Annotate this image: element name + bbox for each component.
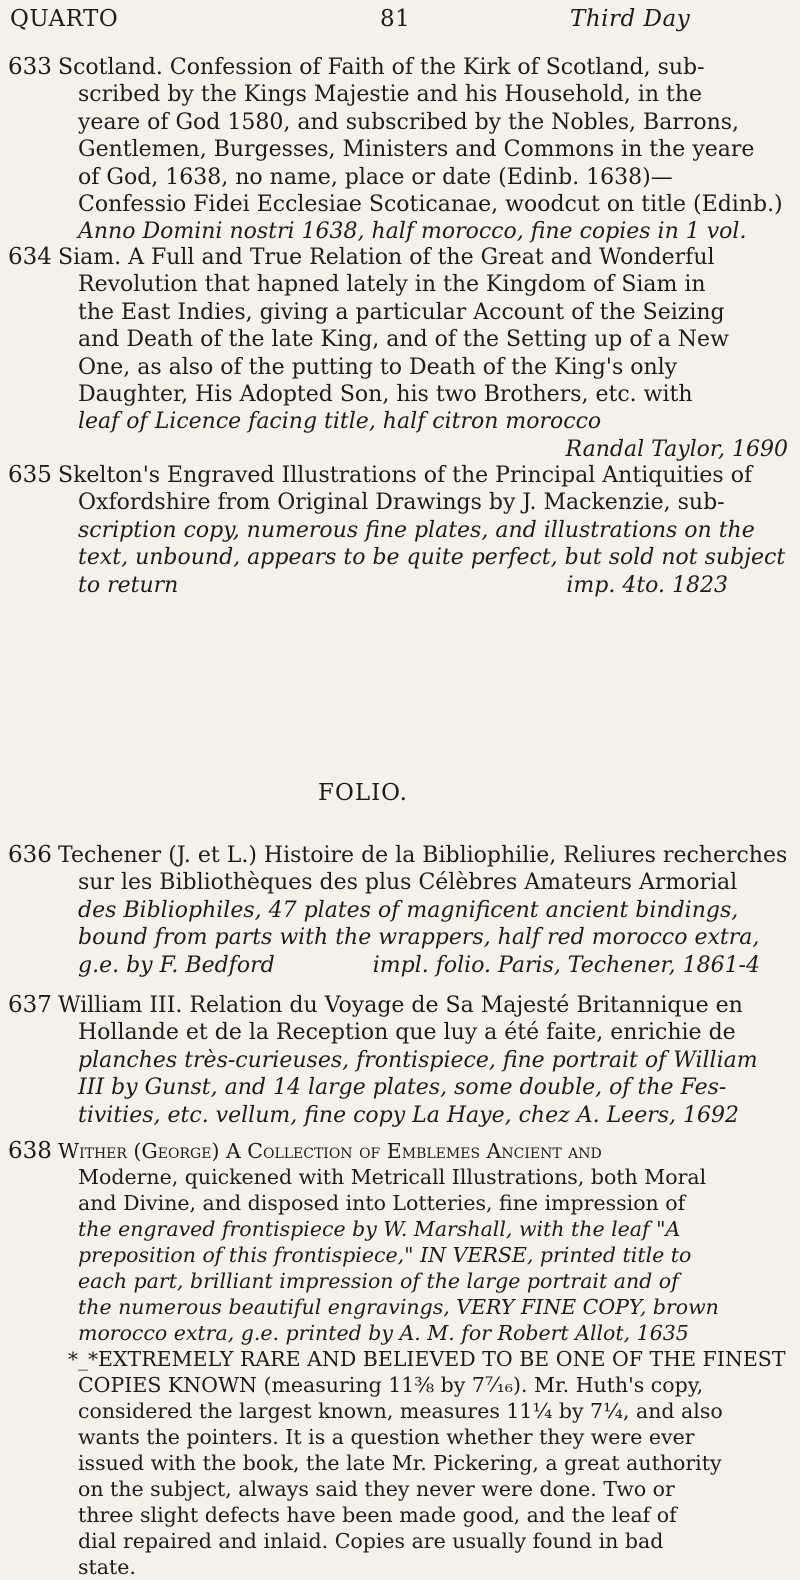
- text-line: Confessio Fidei Ecclesiae Scoticanae, woodcut on title (Edinb.): [78, 192, 783, 218]
- note-line: on the subject, always said they never were done. Two or: [78, 1477, 675, 1501]
- lot-number: 638: [8, 1138, 52, 1164]
- text-line: Gentlemen, Burgesses, Ministers and Commons in the yeare: [78, 137, 755, 163]
- header-format: QUARTO: [10, 6, 119, 32]
- text-line: each part, brilliant impression of the large portrait and of: [78, 1269, 679, 1293]
- text-line: Anno Domini nostri 1638, half morocco, fine copies in 1 vol.: [78, 219, 747, 245]
- text-line: Skelton's Engraved Illustrations of the Principal Antiquities of: [58, 463, 753, 488]
- text-line: the numerous beautiful engravings, VERY FINE COPY, brown: [78, 1295, 719, 1319]
- text-line: tivities, etc. vellum, fine copy La Haye, chez A. Leers, 1692: [78, 1102, 739, 1128]
- note-line: dial repaired and inlaid. Copies are usually found in bad: [78, 1529, 664, 1553]
- text-line: morocco extra, g.e. printed by A. M. for Robert Allot, 1635: [78, 1321, 689, 1345]
- text-line: of God, 1638, no name, place or date (Edinb. 1638)—: [78, 164, 673, 190]
- note-line: issued with the book, the late Mr. Pickering, a great authority: [78, 1451, 722, 1475]
- text-line: leaf of Licence facing title, half citron morocco: [78, 409, 602, 435]
- text-line: bound from parts with the wrappers, half red morocco extra,: [78, 925, 760, 951]
- lot-description: [58, 842, 788, 979]
- lot-description: [58, 992, 788, 1129]
- lot-note: [68, 1346, 788, 1580]
- text-line: scription copy, numerous fine plates, and illustrations on the: [78, 517, 755, 543]
- lot-number: 637: [8, 992, 52, 1018]
- text-line: Randal Taylor, 1690: [565, 436, 788, 462]
- text-line: and Divine, and disposed into Lotteries, fine impression of: [78, 1191, 686, 1215]
- text-line-start: g.e. by F. Bedford: [78, 952, 275, 978]
- asterism: *_*: [68, 1347, 98, 1371]
- text-line: and Death of the late King, and of the Setting up of a New: [78, 327, 729, 353]
- text-line: scribed by the Kings Majestie and his Household, in the: [78, 82, 703, 108]
- text-line: Hollande et de la Reception que luy a été faite, enrichie de: [78, 1020, 736, 1046]
- text-line: [78, 952, 788, 979]
- text-line: des Bibliophiles, 47 plates of magnificent ancient bindings,: [78, 897, 739, 923]
- note-line: COPIES KNOWN (measuring 11⅜ by 7⁷⁄₁₆). Mr. Huth's copy,: [78, 1373, 704, 1397]
- note-line: wants the pointers. It is a question whether they were ever: [78, 1425, 695, 1449]
- note-line: considered the largest known, measures 11¼ by 7¼, and also: [78, 1399, 723, 1423]
- text-line: Techener (J. et L.) Histoire de la Bibliophilie, Reliures recherches: [58, 843, 788, 868]
- text-line: Revolution that hapned lately in the Kingdom of Siam in: [78, 272, 706, 298]
- note-line: EXTREMELY RARE AND BELIEVED TO BE ONE OF THE FINEST: [98, 1347, 786, 1371]
- text-line: [78, 572, 788, 599]
- text-line: William III. Relation du Voyage de Sa Majesté Britannique en: [58, 993, 743, 1018]
- text-line: Wither (George) A Collection of Emblemes Ancient and: [58, 1139, 602, 1163]
- text-line: Moderne, quickened with Metricall Illustrations, both Moral: [78, 1165, 707, 1189]
- text-line: text, unbound, appears to be quite perfect, but sold not subject: [78, 545, 786, 571]
- text-line-start: to return: [78, 572, 179, 598]
- lot-number: 635: [8, 462, 52, 488]
- lot-description: [58, 462, 788, 599]
- page-header: [0, 6, 800, 46]
- text-line: yeare of God 1580, and subscribed by the Nobles, Barrons,: [78, 109, 740, 135]
- lot-number: 633: [8, 54, 52, 80]
- text-line: the East Indies, giving a particular Account of the Seizing: [78, 299, 725, 325]
- imprint: imp. 4to. 1823: [566, 572, 728, 598]
- text-line: III by Gunst, and 14 large plates, some double, of the Fes-: [78, 1075, 727, 1101]
- text-line: the engraved frontispiece by W. Marshall, with the leaf "A: [78, 1217, 681, 1241]
- note-line: three slight defects have been made good, and the leaf of: [78, 1503, 677, 1527]
- text-line: sur les Bibliothèques des plus Célèbres Amateurs Armorial: [78, 870, 738, 896]
- lot-number: 636: [8, 842, 52, 868]
- lot-description: [58, 54, 788, 246]
- text-line: Oxfordshire from Original Drawings by J. Mackenzie, sub-: [78, 490, 725, 516]
- text-line: preposition of this frontispiece," IN VERSE, printed title to: [78, 1243, 692, 1267]
- header-day: Third Day: [570, 6, 691, 32]
- lot-description: [58, 1138, 788, 1580]
- page-number: 81: [380, 6, 411, 32]
- imprint: impl. folio. Paris, Techener, 1861-4: [372, 952, 760, 978]
- text-line: Daughter, His Adopted Son, his two Brothers, etc. with: [78, 382, 693, 408]
- text-line: Siam. A Full and True Relation of the Great and Wonderful: [58, 245, 715, 270]
- section-heading: FOLIO.: [318, 780, 408, 806]
- lot-description: [58, 244, 788, 463]
- text-line: Scotland. Confession of Faith of the Kirk of Scotland, sub-: [58, 55, 705, 80]
- lot-number: 634: [8, 244, 52, 270]
- text-line: One, as also of the putting to Death of the King's only: [78, 354, 678, 380]
- note-line: state.: [78, 1555, 136, 1579]
- text-line: planches très-curieuses, frontispiece, fine portrait of William: [78, 1047, 758, 1073]
